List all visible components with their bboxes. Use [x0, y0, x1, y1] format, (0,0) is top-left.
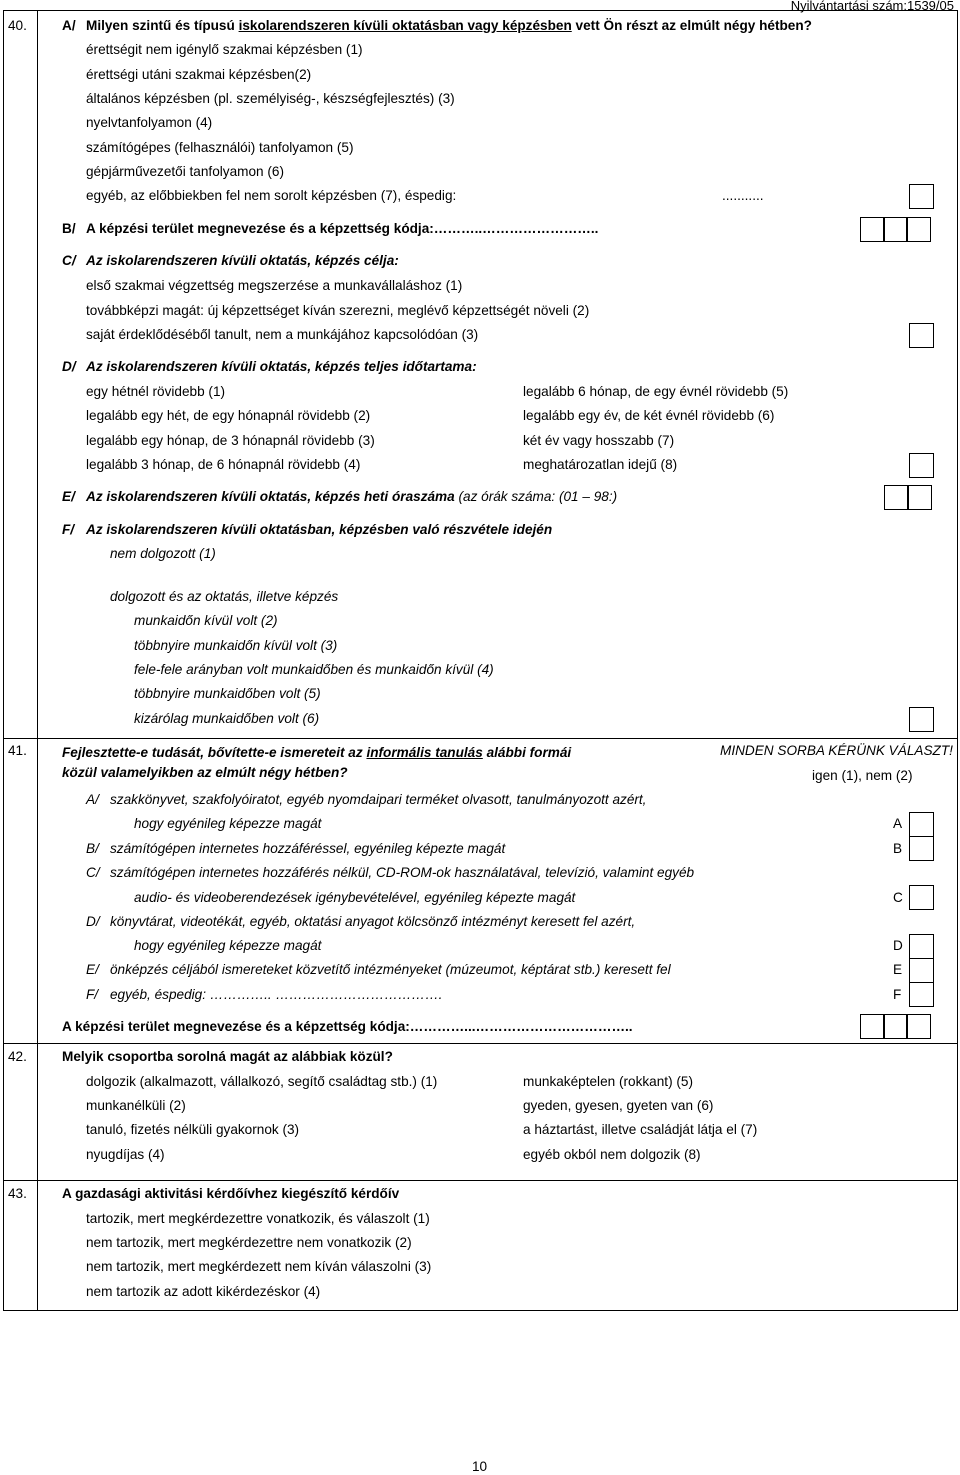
row-divider: [3, 1043, 958, 1044]
row-letter-f: F: [893, 987, 902, 1002]
code-box[interactable]: [884, 485, 909, 510]
fill-dots: ...........: [722, 188, 764, 203]
instruction: MINDEN SORBA KÉRÜNK VÁLASZT!: [720, 743, 953, 758]
item-41c-prefix: C/: [86, 865, 100, 880]
question-42-title: Melyik csoportba sorolná magát az alábbiak közül?: [62, 1049, 393, 1064]
option-42-6: gyeden, gyesen, gyeten van (6): [523, 1098, 714, 1113]
answer-box-41c[interactable]: [909, 885, 934, 910]
question-40a-prefix: A/: [62, 18, 76, 33]
column-divider: [37, 10, 38, 1310]
option-42-3: tanuló, fizetés nélküli gyakornok (3): [86, 1122, 300, 1137]
item-41a-line2: hogy egyénileg képezze magát: [134, 816, 322, 831]
option-40d-2: legalább egy hét, de egy hónapnál rövidebb (2): [86, 408, 371, 423]
answer-key: igen (1), nem (2): [812, 768, 913, 783]
option-40a-3: általános képzésben (pl. személyiség-, készségfejlesztés) (3): [86, 91, 455, 106]
option-40d-3: legalább egy hónap, de 3 hónapnál rövidebb (3): [86, 433, 375, 448]
question-40f-prefix: F/: [62, 522, 75, 537]
registry-number: Nyilvántartási szám:1539/05: [790, 0, 954, 13]
option-40f-2: munkaidőn kívül volt (2): [134, 613, 278, 628]
item-41d-prefix: D/: [86, 914, 100, 929]
option-40d-5: legalább 6 hónap, de egy évnél rövidebb (5): [523, 384, 789, 399]
option-42-1: dolgozik (alkalmazott, vállalkozó, segítő családtag stb.) (1): [86, 1074, 438, 1089]
row-divider: [3, 738, 958, 739]
code-box[interactable]: [883, 217, 908, 242]
question-40d-prefix: D/: [62, 359, 76, 374]
option-40d-8: meghatározatlan idejű (8): [523, 457, 678, 472]
option-40f-1: nem dolgozott (1): [110, 546, 216, 561]
option-40f-4: fele-fele arányban volt munkaidőben és munkaidőn kívül (4): [134, 662, 494, 677]
question-40b-prefix: B/: [62, 221, 76, 236]
option-42-4: nyugdíjas (4): [86, 1147, 165, 1162]
option-40d-1: egy hétnél rövidebb (1): [86, 384, 226, 399]
option-42-2: munkanélküli (2): [86, 1098, 186, 1113]
table-border-right: [957, 10, 958, 1310]
page-number: 10: [472, 1459, 488, 1474]
answer-box-41a[interactable]: [909, 812, 934, 837]
code-boxes-41[interactable]: [860, 1014, 931, 1039]
option-40f-worked: dolgozott és az oktatás, illetve képzés: [110, 589, 339, 604]
question-40d-title: Az iskolarendszeren kívüli oktatás, képzés teljes időtartama:: [86, 359, 477, 374]
question-40b-text: A képzési terület megnevezése és a képzettség kódja:………..……………………..: [86, 221, 599, 236]
option-40c-3: saját érdeklődéséből tanult, nem a munkájához kapcsolódóan (3): [86, 327, 479, 342]
answer-box-41d[interactable]: [909, 934, 934, 959]
option-40f-5: többnyire munkaidőben volt (5): [134, 686, 321, 701]
row-letter-d: D: [893, 938, 903, 953]
option-40f-6: kizárólag munkaidőben volt (6): [134, 711, 320, 726]
option-40a-2: érettségi utáni szakmai képzésben(2): [86, 67, 312, 82]
option-40f-3: többnyire munkaidőn kívül volt (3): [134, 638, 338, 653]
code-boxes-40b[interactable]: [860, 217, 931, 242]
question-40c-prefix: C/: [62, 253, 76, 268]
option-40d-4: legalább 3 hónap, de 6 hónapnál rövidebb (4): [86, 457, 361, 472]
row-letter-b: B: [893, 841, 903, 856]
answer-box-41b[interactable]: [909, 836, 934, 861]
answer-box-40f[interactable]: [909, 707, 934, 732]
question-number: 41.: [8, 743, 27, 758]
option-40c-2: továbbképzi magát: új képzettséget kíván szerezni, meglévő képzettségét növeli (2): [86, 303, 590, 318]
item-41c-line1: számítógépen internetes hozzáférés nélkül, CD-ROM-ok használatával, televízió, valamint egyéb: [110, 865, 695, 880]
option-42-5: munkaképtelen (rokkant) (5): [523, 1074, 693, 1089]
item-41f-prefix: F/: [86, 987, 99, 1002]
item-41e-prefix: E/: [86, 962, 99, 977]
option-40a-7: egyéb, az előbbiekben fel nem sorolt képzésben (7), éspedig:: [86, 188, 457, 203]
question-number: 40.: [8, 18, 27, 33]
code-box[interactable]: [860, 217, 885, 242]
option-40d-6: legalább egy év, de két évnél rövidebb (6): [523, 408, 775, 423]
row-letter-a: A: [893, 816, 903, 831]
code-box[interactable]: [860, 1014, 885, 1039]
code-box[interactable]: [906, 1014, 931, 1039]
item-41e-line1: önképzés céljából ismereteket közvetítő intézményeket (múzeumot, képtárat stb.) keresett fel: [110, 962, 671, 977]
option-43-1: tartozik, mert megkérdezettre vonatkozik, és válaszolt (1): [86, 1211, 430, 1226]
code-boxes-40e[interactable]: [884, 485, 932, 510]
answer-box-40a[interactable]: [909, 184, 934, 209]
question-41-text-line2: közül valamelyikben az elmúlt négy hétben?: [62, 765, 348, 780]
question-40c-title: Az iskolarendszeren kívüli oktatás, képzés célja:: [86, 253, 399, 268]
row-letter-c: C: [893, 890, 903, 905]
row-letter-e: E: [893, 962, 903, 977]
question-41-text: Fejlesztette-e tudását, bővítette-e ismereteit az informális tanulás alábbi formái: [62, 745, 572, 760]
table-border-bottom: [3, 1310, 958, 1311]
answer-box-41e[interactable]: [909, 958, 934, 983]
question-number: 42.: [8, 1049, 27, 1064]
item-41a-line1: szakkönyvet, szakfolyóiratot, egyéb nyomdaipari terméket olvasott, tanulmányozott azért,: [110, 792, 647, 807]
option-42-7: a háztartást, illetve családját látja el (7): [523, 1122, 758, 1137]
option-43-3: nem tartozik, mert megkérdezett nem kíván válaszolni (3): [86, 1259, 432, 1274]
option-42-8: egyéb okból nem dolgozik (8): [523, 1147, 701, 1162]
option-43-2: nem tartozik, mert megkérdezettre nem vonatkozik (2): [86, 1235, 412, 1250]
option-40a-1: érettségit nem igénylő szakmai képzésben (1): [86, 42, 363, 57]
code-box[interactable]: [907, 485, 932, 510]
item-41a-prefix: A/: [86, 792, 99, 807]
code-box[interactable]: [906, 217, 931, 242]
option-40c-1: első szakmai végzettség megszerzése a munkavállaláshoz (1): [86, 278, 463, 293]
row-divider: [3, 1180, 958, 1181]
question-40e-text: Az iskolarendszeren kívüli oktatás, képzés heti óraszáma (az órák száma: (01 – 98:): [86, 489, 618, 504]
item-41d-line1: könyvtárat, videotékát, egyéb, oktatási anyagot kölcsönző intézményt keresett fel azért,: [110, 914, 636, 929]
option-40a-5: számítógépes (felhasználói) tanfolyamon (5): [86, 140, 354, 155]
item-41d-line2: hogy egyénileg képezze magát: [134, 938, 322, 953]
question-40e-prefix: E/: [62, 489, 75, 504]
code-box[interactable]: [883, 1014, 908, 1039]
item-41b-prefix: B/: [86, 841, 99, 856]
question-number: 43.: [8, 1186, 27, 1201]
question-40a-text: Milyen szintű és típusú iskolarendszeren kívüli oktatásban vagy képzésben vett Ön részt az elmúlt négy hétben?: [86, 18, 812, 33]
item-41b-line1: számítógépen internetes hozzáféréssel, egyénileg képezte magát: [110, 841, 506, 856]
table-border-top: [3, 10, 958, 11]
question-43-title: A gazdasági aktivitási kérdőívhez kiegészítő kérdőív: [62, 1186, 400, 1201]
option-40a-4: nyelvtanfolyamon (4): [86, 115, 213, 130]
answer-box-40c[interactable]: [909, 323, 934, 348]
training-code-label: A képzési terület megnevezése és a képzettség kódja:…………...……………………………..: [62, 1019, 633, 1034]
item-41f-line1: egyéb, éspedig: ………….. ……………………………….: [110, 987, 443, 1002]
option-40a-6: gépjárművezetői tanfolyamon (6): [86, 164, 284, 179]
question-40f-title: Az iskolarendszeren kívüli oktatásban, képzésben való részvétele idején: [86, 522, 553, 537]
answer-box-41f[interactable]: [909, 982, 934, 1007]
answer-box-40d[interactable]: [909, 453, 934, 478]
option-43-4: nem tartozik az adott kikérdezéskor (4): [86, 1284, 321, 1299]
item-41c-line2: audio- és videoberendezések igénybevételével, egyénileg képezte magát: [134, 890, 576, 905]
table-border-left: [3, 10, 4, 1310]
option-40d-7: két év vagy hosszabb (7): [523, 433, 675, 448]
